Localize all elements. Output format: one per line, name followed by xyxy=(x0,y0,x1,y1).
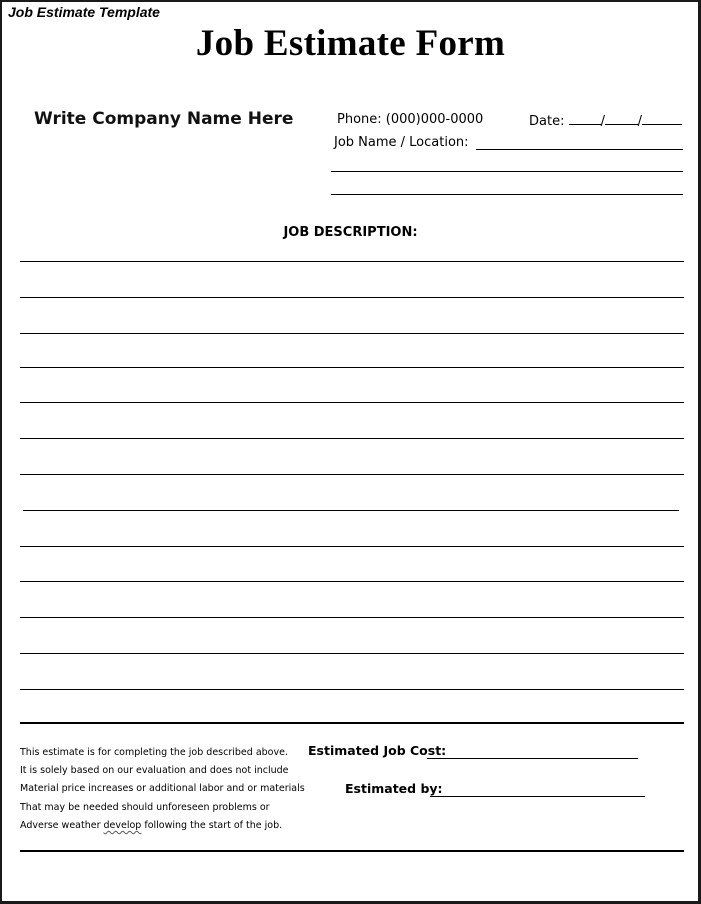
job-name-label: Job Name / Location: xyxy=(334,135,469,150)
estimated-by-line[interactable] xyxy=(430,796,645,797)
disclaimer-fragment: following the start of the job. xyxy=(141,819,283,831)
estimated-cost-line[interactable] xyxy=(427,758,638,759)
job-description-line[interactable] xyxy=(20,438,684,439)
job-location-line-2[interactable] xyxy=(331,194,683,195)
date-month-blank[interactable] xyxy=(569,112,601,125)
job-description-line[interactable] xyxy=(20,333,684,334)
job-description-line[interactable] xyxy=(20,689,684,690)
company-name-field[interactable]: Write Company Name Here xyxy=(34,109,294,129)
job-description-line[interactable] xyxy=(20,402,684,403)
job-description-line[interactable] xyxy=(20,297,684,298)
job-description-line[interactable] xyxy=(23,510,679,511)
section-divider-bottom xyxy=(20,850,684,852)
disclaimer-text xyxy=(20,744,320,835)
disclaimer-line xyxy=(20,817,320,835)
disclaimer-fragment: develop xyxy=(103,819,142,831)
job-location-line-1[interactable] xyxy=(331,171,683,172)
phone-field[interactable]: Phone: (000)000-0000 xyxy=(337,112,484,127)
template-label: Job Estimate Template xyxy=(8,4,160,20)
date-label: Date: xyxy=(529,114,565,129)
disclaimer-line: That may be needed should unforeseen problems or xyxy=(20,801,270,813)
disclaimer-line: It is solely based on our evaluation and does not include xyxy=(20,765,289,777)
form-title: Job Estimate Form xyxy=(195,23,506,64)
disclaimer-line: This estimate is for completing the job described above. xyxy=(20,747,288,758)
job-description-line[interactable] xyxy=(20,653,684,654)
job-description-line[interactable] xyxy=(20,261,684,262)
date-separator: / xyxy=(600,114,605,129)
date-day-blank[interactable] xyxy=(605,112,638,125)
date-field[interactable] xyxy=(529,112,682,129)
date-year-blank[interactable] xyxy=(642,112,682,125)
job-description-line[interactable] xyxy=(20,367,684,368)
date-separator: / xyxy=(637,114,642,129)
disclaimer-line: Material price increases or additional labor and or materials xyxy=(20,783,305,795)
section-divider-top xyxy=(20,722,684,724)
estimated-cost-label: Estimated Job Cost: xyxy=(308,743,447,758)
disclaimer-fragment: Adverse weather xyxy=(20,819,104,831)
job-description-line[interactable] xyxy=(20,617,684,618)
job-name-line[interactable] xyxy=(476,149,683,150)
estimated-by-label: Estimated by: xyxy=(345,781,443,796)
job-description-heading: JOB DESCRIPTION: xyxy=(283,225,418,240)
job-description-line[interactable] xyxy=(20,546,684,547)
job-description-line[interactable] xyxy=(20,581,684,582)
job-description-line[interactable] xyxy=(20,474,684,475)
